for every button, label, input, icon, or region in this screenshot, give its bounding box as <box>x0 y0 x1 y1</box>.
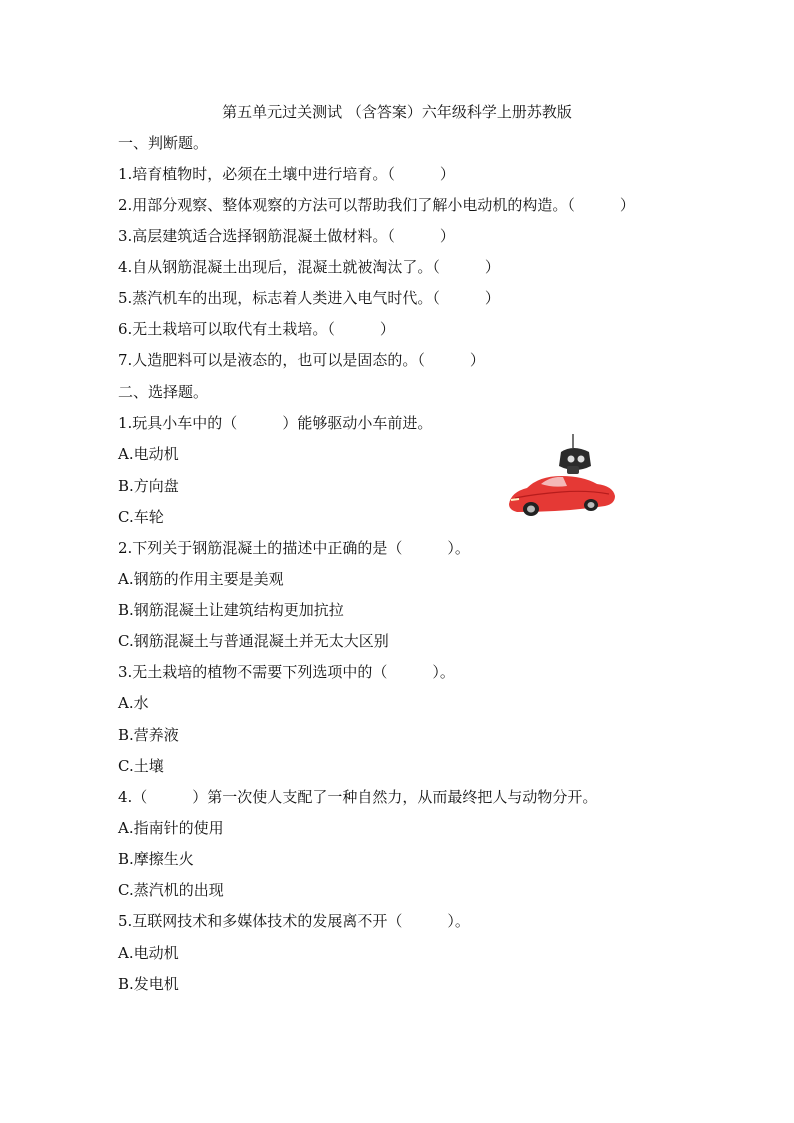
answer-option: C.土壤 <box>118 757 164 775</box>
red-toy-car-icon <box>509 476 615 516</box>
answer-option: A.指南针的使用 <box>118 819 224 837</box>
question-stem: 4.（ ）第一次使人支配了一种自然力，从而最终把人与动物分开。 <box>118 788 598 806</box>
true-false-item: 1.培育植物时，必须在土壤中进行培育。（ ） <box>118 165 455 183</box>
question-stem: 1.玩具小车中的（ ）能够驱动小车前进。 <box>118 414 433 432</box>
answer-option: B.方向盘 <box>118 477 179 495</box>
answer-option: A.电动机 <box>118 944 179 962</box>
true-false-item: 2.用部分观察、整体观察的方法可以帮助我们了解小电动机的构造。（ ） <box>118 196 635 214</box>
true-false-item: 4.自从钢筋混凝土出现后，混凝土就被淘汰了。（ ） <box>118 258 500 276</box>
answer-option: B.营养液 <box>118 726 179 744</box>
question-stem: 3.无土栽培的植物不需要下列选项中的（ ）。 <box>118 663 455 681</box>
answer-option: B.摩擦生火 <box>118 850 194 868</box>
true-false-item: 6.无土栽培可以取代有土栽培。（ ） <box>118 320 395 338</box>
answer-option: C.车轮 <box>118 508 164 526</box>
true-false-item: 7.人造肥料可以是液态的，也可以是固态的。（ ） <box>118 351 485 369</box>
answer-option: C.钢筋混凝土与普通混凝土并无太大区别 <box>118 632 389 650</box>
answer-option: A.水 <box>118 694 149 712</box>
section-heading-true-false: 一、判断题。 <box>118 134 209 152</box>
true-false-item: 3.高层建筑适合选择钢筋混凝土做材料。（ ） <box>118 227 455 245</box>
toy-car-with-remote-control-icon <box>505 432 617 524</box>
answer-option: A.电动机 <box>118 445 179 463</box>
remote-control-icon <box>559 434 591 474</box>
answer-option: B.发电机 <box>118 975 179 993</box>
question-stem: 5.互联网技术和多媒体技术的发展离不开（ ）。 <box>118 912 470 930</box>
true-false-item: 5.蒸汽机车的出现，标志着人类进入电气时代。（ ） <box>118 289 500 307</box>
section-heading-multiple-choice: 二、选择题。 <box>118 383 209 401</box>
page-title: 第五单元过关测试 （含答案）六年级科学上册苏教版 <box>222 103 572 121</box>
question-stem: 2.下列关于钢筋混凝土的描述中正确的是（ ）。 <box>118 539 470 557</box>
answer-option: C.蒸汽机的出现 <box>118 881 224 899</box>
answer-option: A.钢筋的作用主要是美观 <box>118 570 284 588</box>
answer-option: B.钢筋混凝土让建筑结构更加抗拉 <box>118 601 344 619</box>
